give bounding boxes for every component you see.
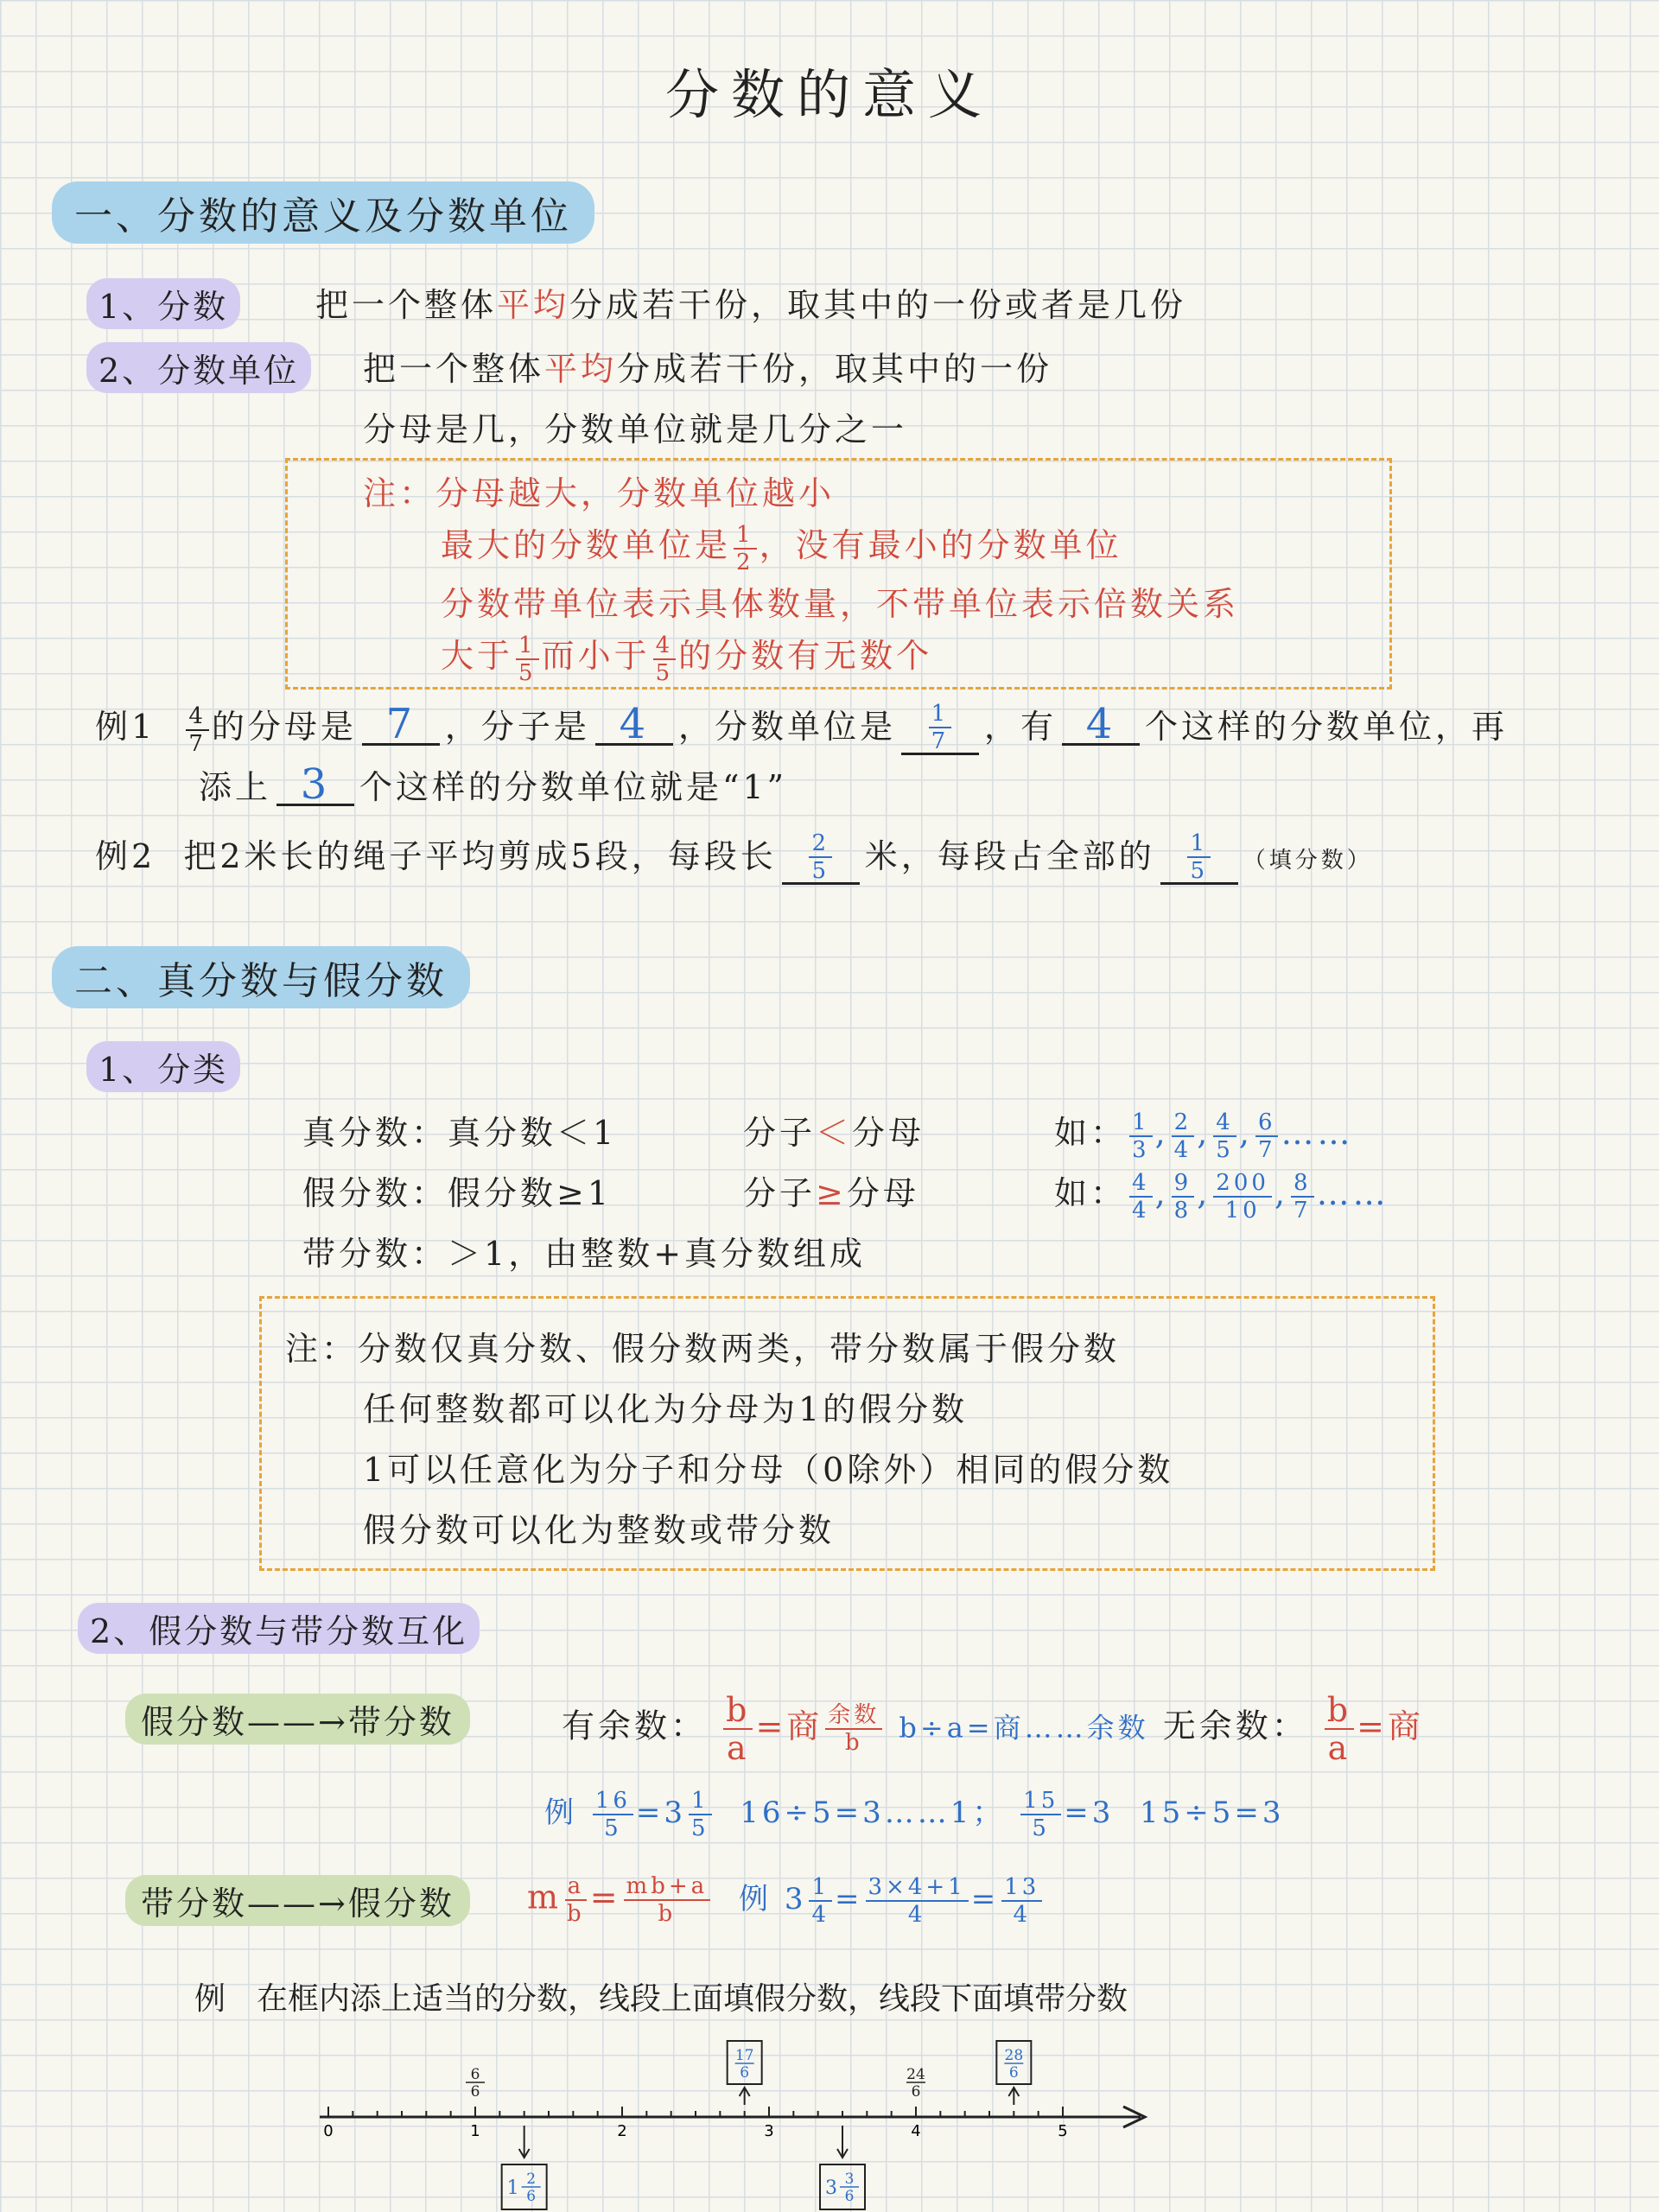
number-line-above-fraction [735, 2047, 754, 2082]
number-line [294, 2022, 1192, 2212]
item-2-definition: 把一个整体平均分成若干份，取其中的一份 [363, 350, 1053, 388]
number-line-tick-label: 3 [764, 2122, 774, 2140]
improper-fraction-example: $\frac{9}{8}$ [1172, 1172, 1195, 1222]
item-2-label: 2、分数单位 [86, 342, 311, 393]
improper-to-mixed-label: 假分数——→带分数 [125, 1694, 470, 1745]
proper-fraction-relation: 分子＜分母 [743, 1114, 925, 1152]
improper-fraction-row: 假分数：假分数≥1 [302, 1174, 613, 1212]
proper-fraction-examples: 如： $\frac{1}{3}$ , $\frac{2}{4}$ , $\frac{4}{5}$ , $\frac{6}{7}$ …… [1054, 1109, 1354, 1163]
proper-fraction-example: $\frac{2}{4}$ [1172, 1111, 1195, 1161]
svg-text:6: 6 [526, 2188, 537, 2205]
page-title: 分数的意义 [664, 63, 994, 126]
answer-blank-1: 7 [362, 705, 440, 746]
example-2: 例2 把2米长的绳子平均剪成5段，每段长 $\frac{2}{5}$ 米，每段占全部的 $\frac{1}{5}$ （填分数） [95, 830, 1373, 884]
note-1-line-2: 最大的分数单位是 $\frac{1}{2}$ ，没有最小的分数单位 [441, 521, 1122, 575]
improper-to-mixed-example: 例 $\frac{16}{5}$ =3 $\frac{1}{5}$ 16÷5=3……1； $\frac{15}{5}$ =3 15÷5=3 [544, 1788, 1285, 1841]
improper-fraction-examples: 如： $\frac{4}{4}$ , $\frac{9}{8}$ , $\frac{200}{10}$ , $\frac{8}{7}$ …… [1054, 1169, 1389, 1224]
svg-text:28: 28 [1004, 2047, 1024, 2064]
proper-fraction-example: $\frac{6}{7}$ [1255, 1111, 1279, 1161]
number-line-below-fraction [522, 2171, 541, 2205]
svg-text:17: 17 [734, 2047, 754, 2064]
number-line-mixed-whole: 1 [506, 2177, 519, 2199]
note-2-line-2: 任何整数都可以化为分母为1的假分数 [363, 1390, 969, 1428]
note-2-line-3: 1可以任意化为分子和分母（0除外）相同的假分数 [363, 1451, 1174, 1489]
svg-text:6: 6 [740, 2064, 750, 2082]
note-1-line-4: 大于 $\frac{1}{5}$ 而小于 $\frac{4}{5}$ 的分数有无数个 [441, 632, 933, 686]
svg-text:6: 6 [470, 2083, 480, 2101]
svg-text:2: 2 [526, 2171, 537, 2188]
number-line-tick-label: 2 [617, 2122, 627, 2140]
number-line-above-fraction [906, 2066, 925, 2101]
section-2-heading: 二、真分数与假分数 [52, 946, 470, 1008]
item-2-line-2: 分母是几，分数单位就是几分之一 [363, 410, 908, 448]
svg-text:24: 24 [906, 2066, 925, 2083]
number-line-tick-label: 0 [323, 2122, 334, 2140]
item-1-definition: 把一个整体平均分成若干份，取其中的一份或者是几份 [315, 286, 1187, 324]
improper-fraction-example-list: $\frac{4}{4}$ , $\frac{9}{8}$ , $\frac{200}{10}$ , $\frac{8}{7}$ [1127, 1174, 1317, 1212]
number-line-below-fraction [840, 2171, 859, 2205]
improper-fraction-example: $\frac{4}{4}$ [1129, 1172, 1153, 1222]
note-1-line-1: 注：分母越大，分数单位越小 [363, 474, 836, 512]
proper-fraction-example: $\frac{1}{3}$ [1129, 1111, 1153, 1161]
conversion-label: 2、假分数与带分数互化 [78, 1603, 480, 1654]
answer-blank-6: $\frac{2}{5}$ [782, 832, 860, 885]
final-example-text: 例 在框内添上适当的分数，线段上面填假分数，线段下面填带分数 [194, 1981, 1128, 2017]
note-2-line-1: 注：分数仅真分数、假分数两类，带分数属于假分数 [285, 1330, 1121, 1368]
answer-blank-7: $\frac{1}{5}$ [1160, 832, 1238, 885]
improper-to-mixed-rule: 有余数： $\frac{b}{a}$ =商 $\frac{\text{余数}}{b}$ b÷a=商……余数 无余数： $\frac{b}{a}$ =商 [562, 1691, 1424, 1767]
improper-fraction-example: $\frac{200}{10}$ [1213, 1172, 1272, 1222]
mixed-to-improper-label: 带分数——→假分数 [125, 1875, 470, 1926]
section-1-heading: 一、分数的意义及分数单位 [52, 181, 594, 244]
svg-text:6: 6 [844, 2188, 855, 2205]
example-1-line-2: 添上 3 个这样的分数单位就是“1” [199, 760, 788, 809]
improper-fraction-example: $\frac{8}{7}$ [1291, 1172, 1314, 1222]
mixed-to-improper-example: 例 3 $\frac{1}{4}$ = $\frac{3\times 4+1}{4}$ = $\frac{13}{4}$ [739, 1875, 1045, 1926]
answer-blank-2: 4 [595, 705, 673, 746]
svg-text:6: 6 [470, 2066, 480, 2083]
mixed-number-row: 带分数：＞1，由整数+真分数组成 [302, 1235, 867, 1273]
example-1-line-1: 例1 $\frac{4}{7}$ 的分母是 7 ，分子是 4 ，分数单位是 $\frac{1}{7}$ ，有 4 个这样的分数单位，再 [95, 700, 1508, 757]
improper-fraction-relation: 分子≥分母 [743, 1174, 919, 1212]
proper-fraction-row: 真分数：真分数＜1 [302, 1114, 618, 1152]
svg-text:6: 6 [911, 2083, 921, 2101]
note-1-line-3: 分数带单位表示具体数量，不带单位表示倍数关系 [441, 585, 1240, 623]
svg-text:3: 3 [844, 2171, 855, 2188]
proper-fraction-example-list: $\frac{1}{3}$ , $\frac{2}{4}$ , $\frac{4}{5}$ , $\frac{6}{7}$ [1127, 1114, 1281, 1152]
answer-blank-5: 3 [276, 766, 354, 806]
answer-blank-3: $\frac{1}{7}$ [901, 702, 979, 755]
svg-text:6: 6 [1008, 2064, 1019, 2082]
number-line-above-fraction [466, 2066, 485, 2101]
answer-blank-4: 4 [1062, 705, 1140, 746]
classification-label: 1、分类 [86, 1041, 240, 1092]
proper-fraction-example: $\frac{4}{5}$ [1213, 1111, 1236, 1161]
number-line-tick-label: 4 [911, 2122, 921, 2140]
item-1-label: 1、分数 [86, 278, 240, 329]
number-line-tick-label: 1 [470, 2122, 480, 2140]
mixed-to-improper-rule: m $\frac{a}{b}$ = $\frac{mb+a}{b}$ [527, 1875, 713, 1925]
note-2-line-4: 假分数可以化为整数或带分数 [363, 1511, 836, 1549]
number-line-tick-label: 5 [1058, 2122, 1068, 2140]
number-line-mixed-whole: 3 [825, 2177, 837, 2199]
number-line-above-fraction [1004, 2047, 1023, 2082]
